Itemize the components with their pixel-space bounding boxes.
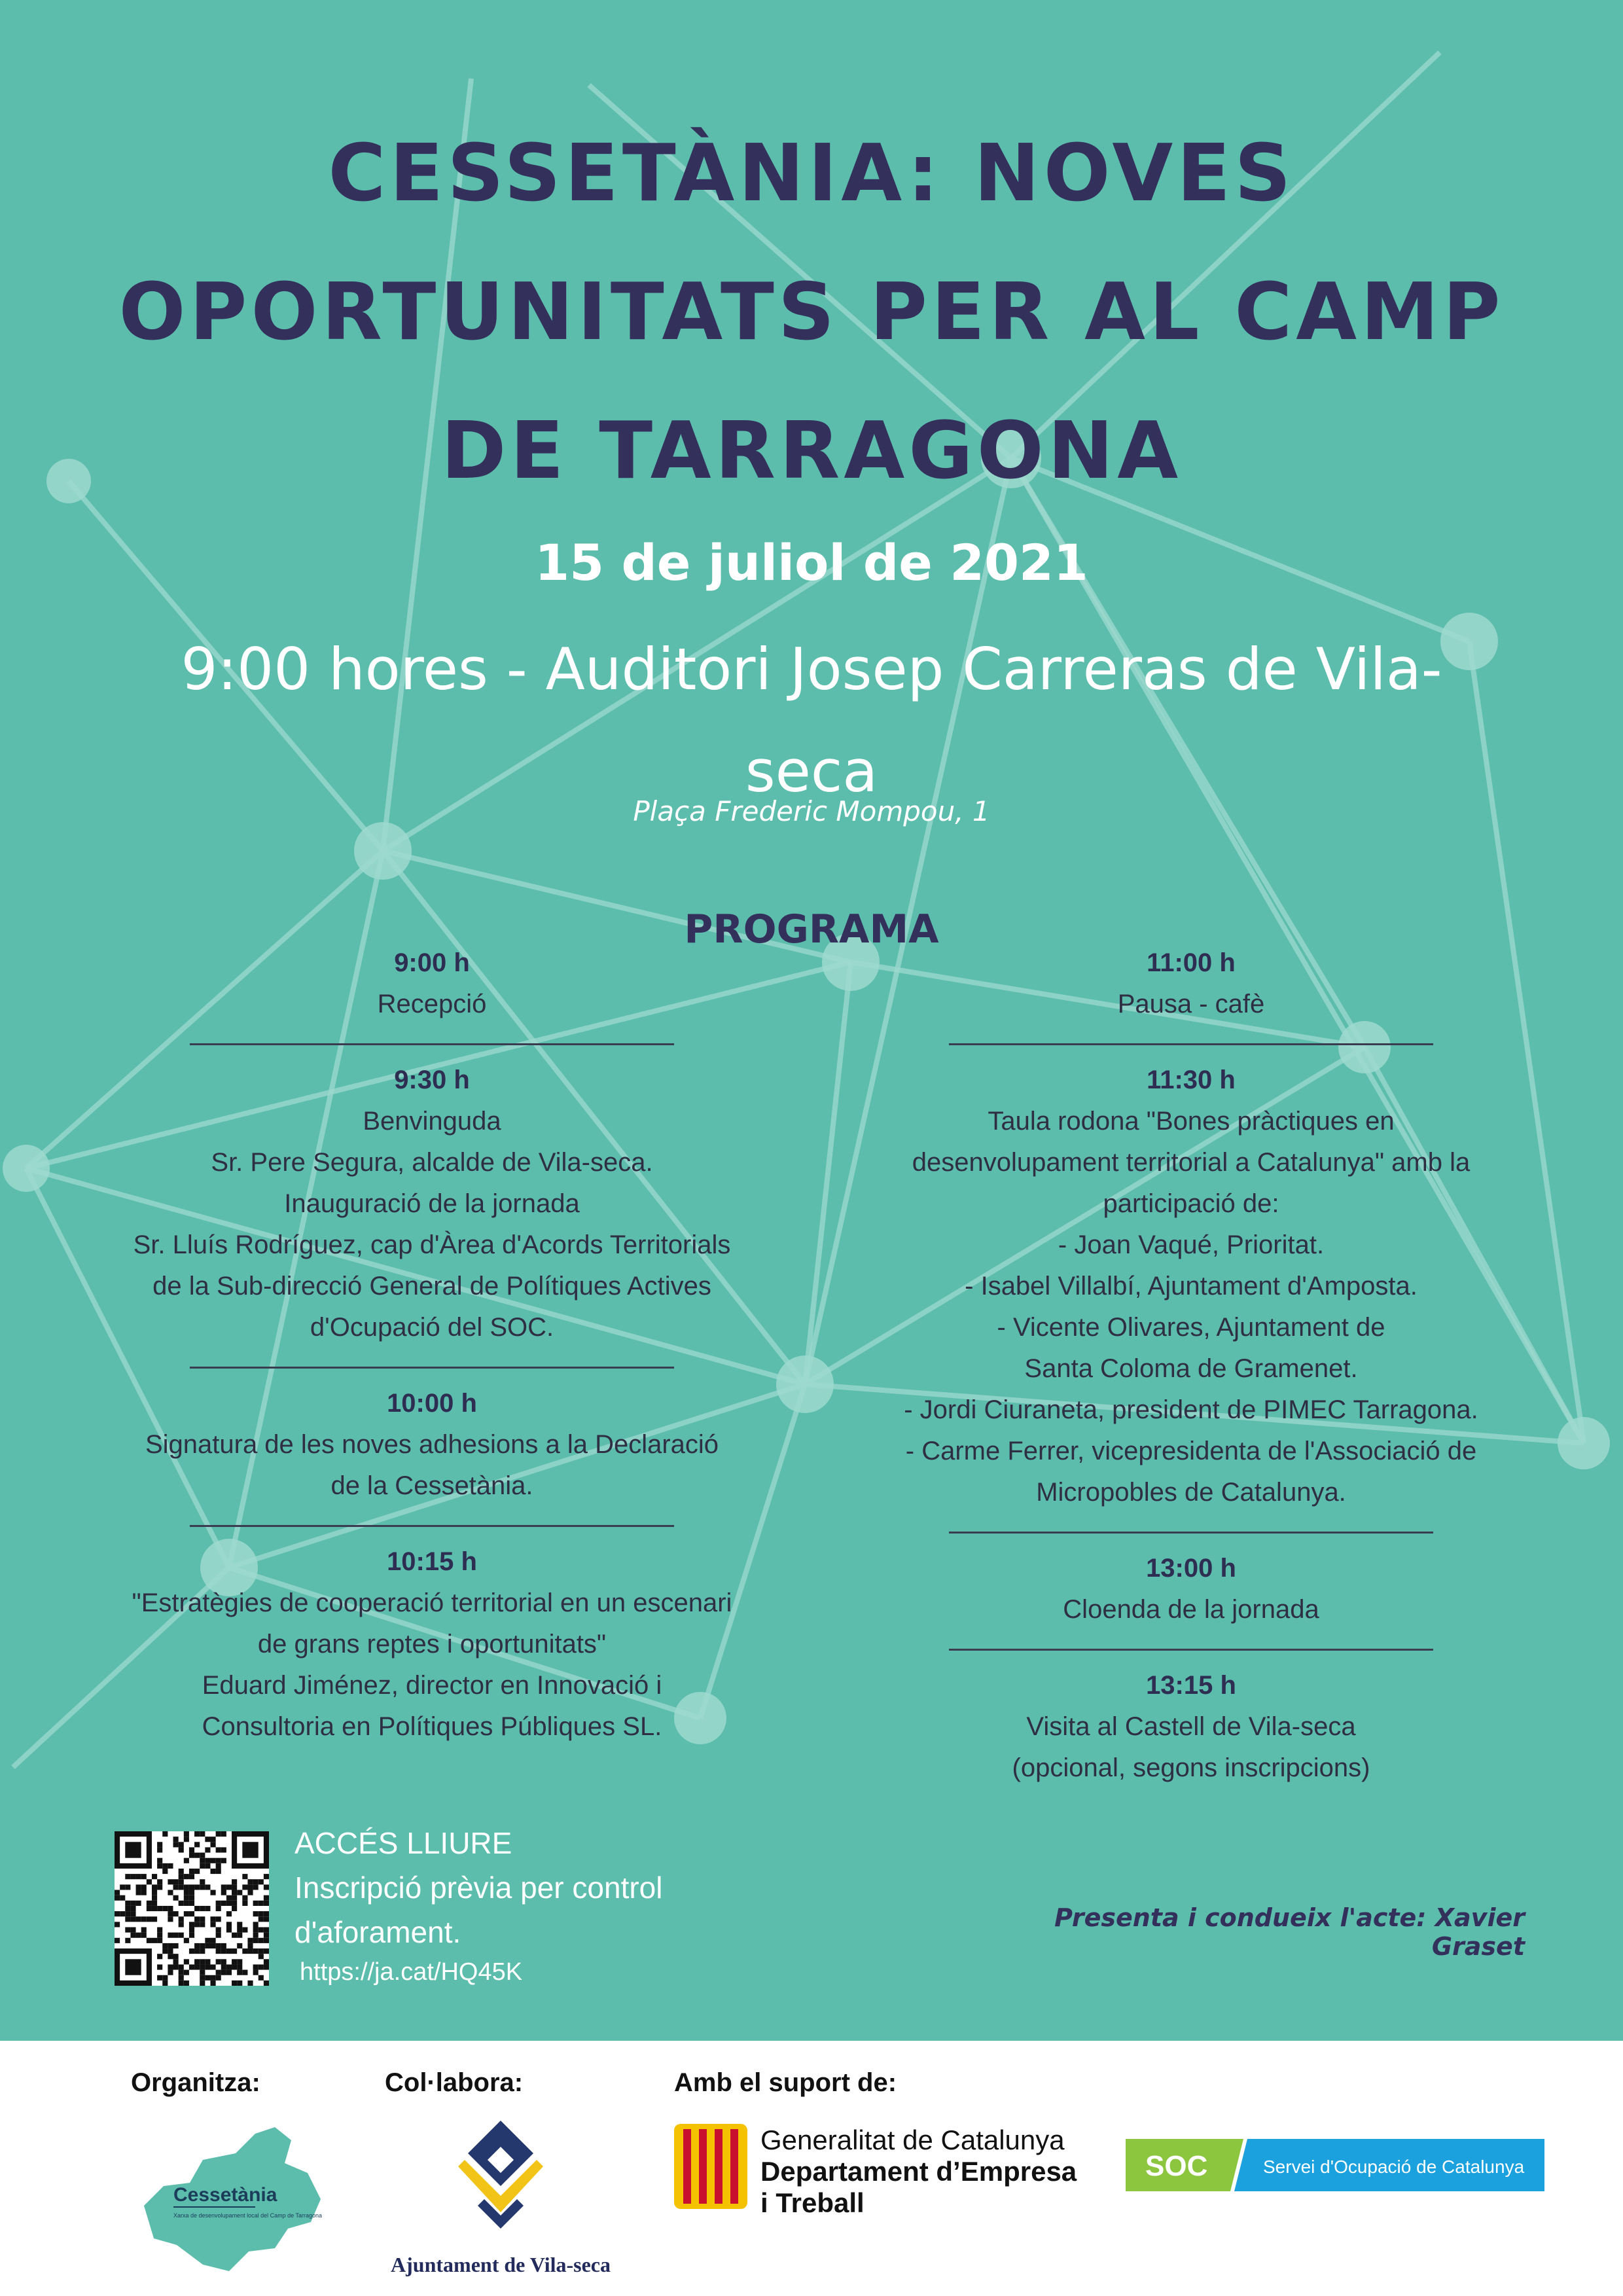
program-text: Sr. Pere Segura, alcalde de Vila-seca. xyxy=(211,1148,653,1177)
program-time: 11:00 h xyxy=(1147,948,1236,977)
generalitat-line-2: Departament d’Empresa xyxy=(760,2156,1077,2187)
program-text: - Joan Vaqué, Prioritat. xyxy=(1058,1230,1325,1259)
program-item xyxy=(851,1548,1531,1630)
program-text: Eduard Jiménez, director en Innovació i xyxy=(202,1671,662,1700)
program-separator xyxy=(190,1525,674,1527)
program-text: Benvinguda xyxy=(363,1107,501,1136)
program-time: 13:00 h xyxy=(1146,1554,1236,1583)
event-date: 15 de juliol de 2021 xyxy=(535,533,1088,592)
program-text: (opcional, segons inscripcions) xyxy=(1012,1753,1370,1782)
soc-name: Servei d'Ocupació de Catalunya xyxy=(1263,2157,1525,2177)
program-text: - Isabel Villalbí, Ajuntament d'Amposta. xyxy=(965,1272,1418,1300)
program-text: Inauguració de la jornada xyxy=(284,1189,580,1218)
access-text: Inscripció prèvia per control d'aforament. xyxy=(294,1871,663,1949)
program-heading: PROGRAMA xyxy=(684,906,939,952)
program-item xyxy=(92,942,772,1025)
program-time: 9:00 h xyxy=(394,948,470,977)
organitza-label: Organitza: xyxy=(131,2068,260,2097)
program-text: d'Ocupació del SOC. xyxy=(310,1313,554,1342)
program-item xyxy=(92,1541,772,1748)
soc-abbr: SOC xyxy=(1145,2150,1208,2182)
program-text: de la Sub-direcció General de Polítiques Actives xyxy=(152,1272,711,1300)
event-venue: 9:00 hores - Auditori Josep Carreras de Vila-seca xyxy=(181,636,1442,805)
program-text: Taula rodona "Bones pràctiques en xyxy=(988,1107,1395,1136)
program-text: Sr. Lluís Rodríguez, cap d'Àrea d'Acords Territorials xyxy=(133,1230,731,1259)
program-text: participació de: xyxy=(1103,1189,1279,1218)
generalitat-line-1: Generalitat de Catalunya xyxy=(760,2125,1065,2155)
program-column-left xyxy=(92,942,772,1748)
presenter-note: Presenta i condueix l'acte: Xavier Graset xyxy=(1054,1903,1525,1961)
program-text: - Vicente Olivares, Ajuntament de xyxy=(997,1313,1385,1342)
program-text: de grans reptes i oportunitats" xyxy=(257,1630,607,1659)
vila-seca-name: Ajuntament de Vila-seca xyxy=(391,2253,611,2276)
poster-title: CESSETÀNIA: NOVES OPORTUNITATS PER AL CAMP DE TARRAGONA xyxy=(118,128,1505,497)
program-text: - Jordi Ciuraneta, president de PIMEC Tarragona. xyxy=(904,1395,1478,1424)
program-text: - Carme Ferrer, vicepresidenta de l'Associació de xyxy=(905,1437,1477,1465)
cessetania-subtitle: Xarxa de desenvolupament local del Camp de Tarragona xyxy=(173,2212,322,2219)
program-text: de la Cessetània. xyxy=(330,1471,533,1500)
program-item xyxy=(92,1060,772,1348)
program-separator xyxy=(949,1532,1433,1534)
program-time: 10:00 h xyxy=(387,1389,477,1418)
program-text: "Estratègies de cooperació territorial en un escenari xyxy=(132,1588,732,1617)
program-text: desenvolupament territorial a Catalunya" amb la xyxy=(912,1148,1471,1177)
program-item xyxy=(851,1665,1531,1789)
program-time: 9:30 h xyxy=(394,1066,470,1094)
access-heading: ACCÉS LLIURE xyxy=(294,1826,512,1860)
vila-seca-logo xyxy=(380,2114,622,2251)
program-text: Pausa - cafè xyxy=(1117,990,1265,1018)
registration-link[interactable]: https://ja.cat/HQ45K xyxy=(300,1958,523,1986)
program-text: Micropobles de Catalunya. xyxy=(1036,1478,1346,1507)
program-time: 13:15 h xyxy=(1146,1671,1236,1700)
generalitat-line-3: i Treball xyxy=(760,2187,865,2218)
program-separator xyxy=(190,1043,674,1045)
program-text: Signatura de les noves adhesions a la Declaració xyxy=(145,1430,719,1459)
program-separator xyxy=(190,1367,674,1369)
suport-label: Amb el suport de: xyxy=(674,2068,897,2097)
program-separator xyxy=(949,1649,1433,1651)
cessetania-name: Cessetània xyxy=(173,2184,277,2206)
cessetania-logo xyxy=(124,2108,334,2284)
program-separator xyxy=(949,1043,1433,1045)
soc-logo xyxy=(1126,2139,1544,2191)
program-text: Consultoria en Polítiques Públiques SL. xyxy=(202,1712,662,1741)
program-text: Santa Coloma de Gramenet. xyxy=(1024,1354,1358,1383)
program-column-right xyxy=(851,942,1531,1789)
access-info xyxy=(294,1821,766,1954)
program-time: 10:15 h xyxy=(387,1547,477,1576)
generalitat-text xyxy=(760,2125,1077,2219)
program-item xyxy=(851,942,1531,1025)
program-text: Recepció xyxy=(377,990,487,1018)
qr-code-icon[interactable] xyxy=(115,1831,269,1986)
program-item xyxy=(92,1383,772,1507)
program-text: Visita al Castell de Vila-seca xyxy=(1026,1712,1356,1741)
program-item xyxy=(851,1060,1531,1513)
program-time: 11:30 h xyxy=(1147,1066,1236,1094)
collabora-label: Col·labora: xyxy=(385,2068,524,2097)
event-address: Plaça Frederic Mompou, 1 xyxy=(633,795,990,827)
program-text: Cloenda de la jornada xyxy=(1063,1595,1319,1624)
